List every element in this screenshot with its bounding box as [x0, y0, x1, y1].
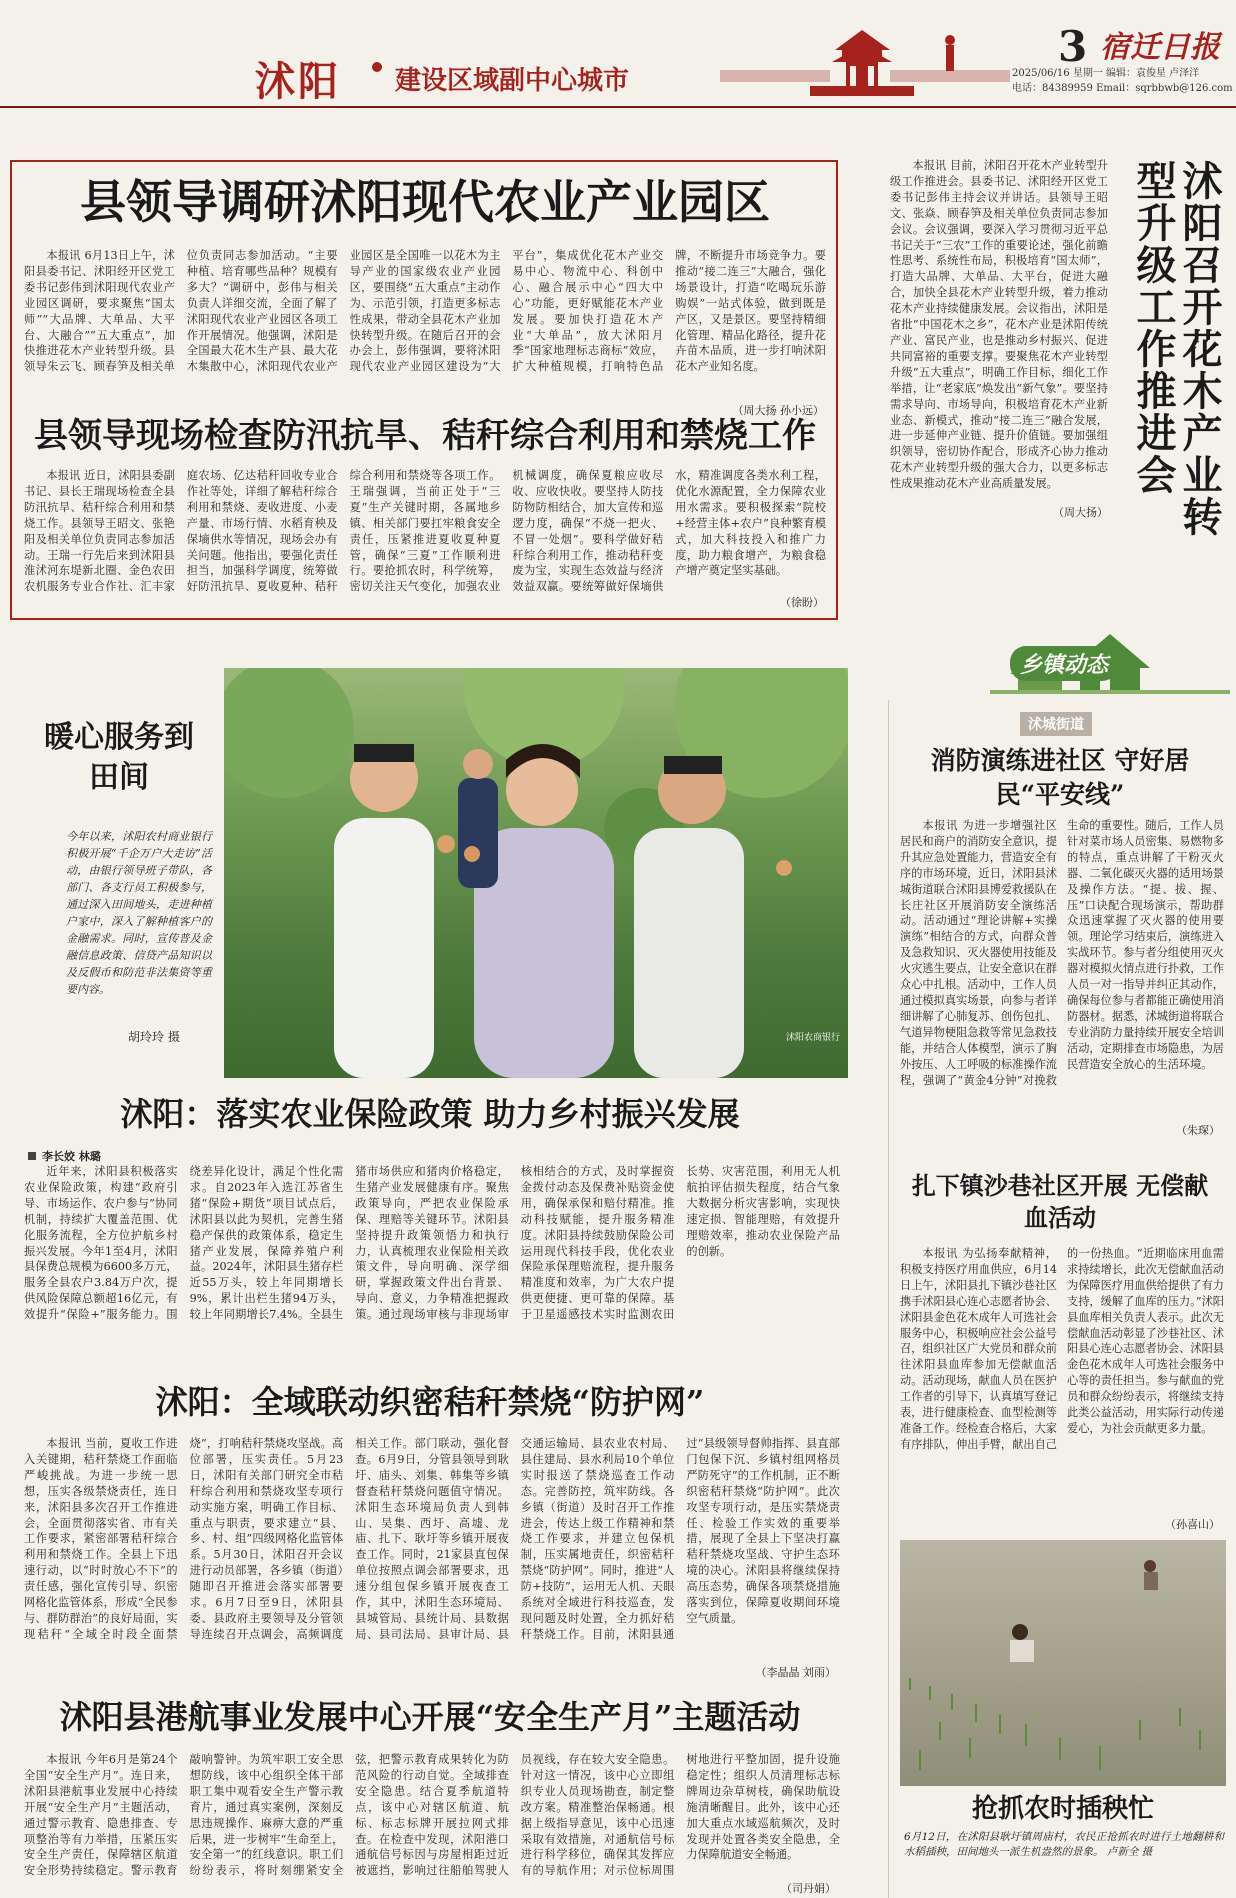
article3-title: 沭阳召开花木产业转型升级工作推进会 — [1130, 160, 1222, 538]
photo-feature-title: 暖心服务到田间 — [44, 720, 194, 795]
article2-byline: （徐盼） — [780, 596, 824, 609]
article3-body — [890, 158, 1108, 518]
figure-icon — [945, 35, 955, 71]
person-back — [458, 749, 498, 888]
sidebar2-text: 本报讯 为弘扬奉献精神，积极支持医疗用血供应，6月14日上午，沭阳县扎下镇沙巷社区携手沭阳县心连心志愿者协会、沭阳县金色花木成年人可选社会服务中心，积极响应社会公益号召，组织社区广大党员和群众前往沭阳县血库参加无偿献血活动。活动现场，献血人员在医护工作者的引导下，认真填写登记表，进行健康检查、血型检测等准备工作。经检查合格后，大家有序排队，伸出手臂，献出自己的一份热血。“近期临床用血需求持续增长，此次无偿献血活动为保障医疗用血供给提供了有力支持，缓解了血库的压力。”沭阳县血库相关负责人表示。此次无偿献血活动彰显了沙巷社区、沭阳县心连心志愿者协会、沭阳县金色花木成年人可选社会服务中心等的责任担当。参与献血的党员和群众纷纷表示，将继续支持此类公益活动，用实际行动传递爱心，为社会贡献更多力量。 — [900, 1247, 1224, 1451]
article4-title: 沭阳：落实农业保险政策 助力乡村振兴发展 — [120, 1095, 740, 1133]
article6-title: 沭阳县港航事业发展中心开展“安全生产月”主题活动 — [59, 1698, 801, 1736]
houses-icon — [990, 584, 1230, 704]
header-bar-right — [890, 70, 1010, 82]
section-name: 沭阳 — [255, 58, 341, 105]
sidebar3-caption-text: 6月12日，在沭阳县耿圩镇周庙村，农民正抢抓农时进行土地翻耕和水稻插秧，田间地头一派生机盎然的景象。 — [904, 1831, 1224, 1858]
article3-byline: （周大扬） — [1053, 506, 1108, 519]
photo-caption-text: 今年以来，沭阳农村商业银行积极开展“千企万户大走访”活动，由银行领导班子带队，各部门、各支行员工积极参与，通过深入田间地头，走进种植户家中，深入了解种植客户的金融需求。同时，宣传普及金融信息政策、信贷产品知识以及反假币和防范非法集资等重要内容。 — [66, 830, 212, 996]
date-line: 2025/06/16 星期一 编辑：袁俊星 卢泽洋 — [1012, 68, 1200, 79]
farmer-far — [1144, 1560, 1158, 1590]
contact-line: 电话：84389959 Email：sqrbbwb@126.com — [1012, 83, 1233, 94]
photo-credit: 胡玲玲 摄 — [128, 1030, 180, 1044]
photo-watermark: 沭阳农商银行 — [785, 1033, 840, 1043]
sidebar1-tag: 沭城街道 — [1020, 712, 1092, 736]
article4-text: 近年来，沭阳县积极落实农业保险政策，构建“政府引导、市场运作、农户参与”协同机制，持续扩大覆盖范围、优化服务流程，全方位护航乡村振兴发展。今年1至4月，沭阳县保费总规模为6600多万元，服务全县农户3.84万户次，提供风险保障总额超16亿元，有效提升“保险+”服务能力。围绕差异化设计，满足个性化需求。自2023年入选江苏省生猪“保险+期货”项目试点后，沭阳县以此为契机，完善生猪稳产保供的政策体系，稳定生猪产业发展，保障养殖户利益。2024年，沭阳县生猪存栏近55万头，较上年同期增长9%，累计出栏生猪94万头，较上年同期增长7.4%。全县生猪市场供应和猪肉价格稳定，生猪产业发展健康有序。聚焦政策导向，严把农业保险承保、理赔等关键环节。沭阳县坚持提升政策领悟力和执行力，认真梳理农业保险相关政策文件，导向明确、深学细研，掌握政策文件出台背景、导向、意义，力争精准把握政策。通过现场审核与非现场审核相结合的方式，及时掌握资金拨付动态及保费补贴资金使用，确保承保和赔付精准。推动科技赋能，提升服务精准度。沭阳县持续鼓励保险公司运用现代科技手段，优化农业保险承保理赔流程，提升服务精准度和效率，为广大农户提供更便捷、更可靠的保障。基于卫星遥感技术实时监测农田长势、灾害范围，利用无人机航拍评估损失程度，结合气象大数据分析灾害影响，实现快速定损、智能理赔，有效提升理赔效率，推动农业保险产品的创新。 — [24, 1165, 840, 1322]
separator-dot — [372, 62, 382, 72]
sidebar1-byline: （朱琛） — [1176, 1124, 1220, 1137]
article1-text: 本报讯 6月13日上午，沭阳县委书记、沭阳经开区党工委书记彭伟到沭阳现代农业产业园区调研，要求聚焦“国太师”“大品牌、大单品、大平台、大融合”“五大重点”，加快推进花木产业转型升级。县领导朱云飞、顾春笋及相关单位负责同志参加活动。“主要种植、培育哪些品种？规模有多大？”调研中，彭伟与相关负责人详细交流，全面了解了沭阳现代农业产业园区各项工作开展情况。他强调，沭阳是全国最大花木生产县、最大花木集散中心，沭阳现代农业产业园区是全国唯一以花木为主导产业的国家级农业产业园区，要围绕“五大重点”主动作为、示范引领，打造更多标志性成果，带动全县花木产业加快转型升级。在随后召开的会办会上，彭伟强调，要将沭阳现代农业产业园区建设为“大平台”，集成优化花木产业交易中心、物流中心、科创中心、融合展示中心“四大中心”功能，更好赋能花木产业发展。要加快打造花木产业“大单品”，放大沭阳月季“国家地理标志商标”效应，扩大种植规模，打响特色品牌，不断提升市场竞争力。要推动“接二连三”大融合，强化场景设计，打造“吃喝玩乐游购娱”一站式体验，做到既是产区，又是景区。要坚持精细化管理、精品化路径，提升花卉苗木品质，进一步打响沭阳花木产业知名度。 — [24, 249, 826, 374]
article1-body — [24, 248, 826, 422]
orchard-scene — [224, 668, 848, 1078]
article6-body — [24, 1752, 840, 1894]
paddy-scene — [900, 1540, 1226, 1786]
sidebar1-body — [900, 818, 1224, 1122]
township-news-mark — [990, 584, 1230, 704]
column-title: 乡镇动态 — [1010, 646, 1118, 681]
header-bar-left — [720, 70, 830, 82]
sidebar1-title: 消防演练进社区 守好居民“平安线” — [930, 746, 1190, 809]
article4-author — [28, 1148, 101, 1164]
person-left — [334, 744, 434, 1078]
author-square-icon — [28, 1152, 36, 1160]
article2-text: 本报讯 近日，沭阳县委副书记、县长王瑞现场检查全县防汛抗旱、秸秆综合利用和禁烧工作。县领导王昭文、张艳阳及相关单位负责同志参加活动。王瑞一行先后来到沭阳县淮沭河东堤新北圈、金色农田农机服务专业合作社、汇丰家庭农场、亿达秸秆回收专业合作社等处，详细了解秸秆综合利用和禁烧、麦收进度、小麦产量、市场行情、水稻育秧及保墒供水等情况，现场会办有关问题。他指出，要强化责任担当，加强科学调度，统筹做好防汛抗旱、夏收夏种、秸秆综合利用和禁烧等各项工作。王瑞强调，当前正处于“三夏”生产关键时期，各属地乡镇、相关部门要扛牢粮食安全责任，压紧推进夏收夏种夏管，确保“三夏”工作顺利进行。要抢抓农时，科学统筹，密切关注天气变化，加强农业机械调度，确保夏粮应收尽收、应收快收。要坚持人防技防物防相结合，加大宣传和巡逻力度，确保“不烧一把火、不冒一处烟”。要科学做好秸秆综合利用工作，推动秸秆变废为宝，实现生态效益与经济效益双赢。要统筹做好保墒供水，精准调度各类水利工程，优化水源配置，全力保障农业用水需求。要积极探索“院校+经营主体+农户”良种繁育模式，加大科技投入和推广力度，助力粮食增产，为粮食稳产增产奠定坚实基础。 — [24, 469, 826, 594]
sidebar3-title: 抢抓农时插秧忙 — [971, 1794, 1154, 1824]
article5-text: 本报讯 当前，夏收工作进入关键期，秸秆禁烧工作面临严峻挑战。为进一步统一思想，压实各级禁烧责任，连日来，沭阳县多次召开工作推进会，全面贯彻落实省、市有关工作要求，紧密部署秸秆综合利用和禁烧工作。全县上下迅速行动，以“时时放心不下”的责任感，强化宣传引导、织密网格化监管体系，形成“全民参与、群防群治”的良好局面，实现秸秆“全域全时段全面禁烧”，打响秸秆禁烧攻坚战。高位部署，压实责任。5月23日，沭阳有关部门研究全市秸秆综合利用和禁烧攻坚专项行动实施方案，明确工作目标、重点与职责，要求建立“县、乡、村、组”四级网格化监管体系。5月30日，沭阳召开会议进行动员部署，各乡镇（街道）随即召开推进会落实部署要求。6月7日至9日，沭阳县委、县政府主要领导及分管领导连续召开点调会，高频调度相关工作。部门联动，强化督查。6月9日，分管县领导到耿圩、庙头、刘集、韩集等乡镇督查秸秆禁烧问题值守情况。沭阳生态环境局负责人到韩山、吴集、西圩、高墟、龙庙、扎下、耿圩等乡镇开展夜查工作。同时，21家县直包保单位按照点调会部署要求，迅速分组包保乡镇开展夜查工作，其中，沭阳生态环境局、县城管局、县统计局、县数据局、县司法局、县审计局、县交通运输局、县农业农村局、县住建局、县水利局10个单位实时报送了禁烧巡查工作动态。完善防控，筑牢防线。各乡镇（街道）及时召开工作推进会，传达上级工作精神和禁烧工作要求，并建立包保机制，压实属地责任，织密秸秆禁烧“防护网”。同时，推进“人防+技防”，运用无人机、天眼系统对全域进行科技巡查，发现问题及时处置，全力抓好秸秆禁烧工作。目前，沭阳县通过“县级领导督帅指挥、县直部门包保下沉、乡镇村组网格员严防死守”的工作机制，正不断织密秸秆禁烧“防护网”。此次攻坚专项行动，是压实禁烧责任、检验工作实效的重要举措，展现了全县上下坚决打赢秸秆禁烧攻坚战、守护生态环境的决心。沭阳县将继续保持高压态势，确保各项禁烧措施落实到位，保障夏收期间环境空气质量。 — [24, 1437, 840, 1641]
newspaper-brand: 宿迁日报 — [1100, 30, 1220, 65]
sidebar2-body — [900, 1246, 1224, 1518]
photo-feature-caption — [66, 828, 212, 998]
article6-byline: （司丹娟） — [781, 1882, 836, 1895]
pavilion-icon — [810, 30, 914, 96]
article1-byline: （周大扬 孙小远） — [732, 404, 824, 417]
sidebar3-credit: 卢新全 摄 — [1106, 1846, 1153, 1858]
article2-title: 县领导现场检查防汛抗旱、秸秆综合利用和禁烧工作 — [34, 416, 816, 456]
rice-planting-photo — [900, 1540, 1226, 1786]
farmer-near — [1010, 1624, 1034, 1662]
article3-text: 本报讯 目前，沭阳召开花木产业转型升级工作推进会。县委书记、沭阳经开区党工委书记彭伟主持会议并讲话。县领导王昭文、张焱、顾春笋及相关单位负责同志参加会议。会议强调，要深入学习贯彻习近平总书记关于“三农”工作的重要论述，强化前瞻性思考、系统性布局，积极培育“国太师”，打造大品牌、大单品、大平台，促进大融合，加快全县花木产业转型升级，着力推动花木产业持续健康发展。会议指出，沭阳是省批“中国花木之乡”，花木产业是沭阳传统产业、富民产业，也是推动乡村振兴、促进共同富裕的重要支撑。要聚焦花木产业转型升级“五大重点”，明确工作目标，细化工作举措，让“老家底”焕发出“新气象”。要坚持需求导向、市场导向，积极培育花木产业新业态、新模式，推动“接二连三”融合发展，进一步延伸产业链、提升价值链。要加强组织领导，密切协作配合，形成齐心协力推动花木产业转型升级的强大合力，以更多标志性成果推动花木产业高质量发展。 — [890, 159, 1108, 491]
sidebar2-byline: （孙喜山） — [1165, 1518, 1220, 1531]
field-photo — [224, 668, 848, 1078]
header-decoration — [250, 0, 1010, 108]
photo-feature-panel — [10, 668, 224, 1078]
article1-title: 县领导调研沭阳现代农业产业园区 — [80, 175, 770, 229]
article5-body — [24, 1436, 840, 1680]
author-names: 李长姣 林璐 — [42, 1150, 101, 1163]
header-meta — [1012, 66, 1234, 96]
sidebar1-text: 本报讯 为进一步增强社区居民和商户的消防安全意识，提升其应急处置能力，营造安全有序的市场环境，近日，沭阳县沭城街道联合沭阳县博爱救援队在长庄社区开展消防安全演练活动。活动通过“理论讲解+实操演练”相结合的方式，向群众普及急救知识、灭火器使用技能及火灾逃生要点，让安全意识在群众心中扎根。活动中，工作人员通过模拟真实场景，向参与者详细讲解了心肺复苏、创伤包扎、气道异物梗阻急救等常见急救技能，并结合人体模型，演示了胸外按压、人工呼吸的标准操作流程，强调了“黄金4分钟”对挽救生命的重要性。随后，工作人员针对菜市场人员密集、易燃物多的特点，重点讲解了干粉灭火器、二氧化碳灭火器的适用场景及操作方法。“提、拔、握、压”口诀配合现场演示，帮助群众迅速掌握了灭火器的使用要领。理论学习结束后，演练进入实战环节。参与者分组使用灭火器对模拟火情点进行扑救，工作人员一对一指导并纠正其动作，确保每位参与者都能正确使用消防器材。据悉，沭城街道将联合专业消防力量持续开展安全培训活动，定期排查市场隐患，为居民营造安全放心的生活环境。 — [900, 819, 1224, 1087]
article5-title: 沭阳：全域联动织密秸秆禁烧“防护网” — [155, 1383, 705, 1421]
article4-body — [24, 1164, 840, 1366]
sidebar2-title: 扎下镇沙巷社区开展 无偿献血活动 — [911, 1171, 1209, 1232]
article5-byline: （李晶晶 刘雨） — [755, 1666, 836, 1679]
page-number: 3 — [1058, 22, 1088, 71]
section-slogan: 建设区域副中心城市 — [395, 66, 630, 96]
sidebar3-caption — [904, 1830, 1224, 1860]
article6-text: 本报讯 今年6月是第24个全国“安全生产月”。连日来，沭阳县港航事业发展中心持续开展“安全生产月”主题活动，通过警示教育、隐患排查、专项整治等有力举措，压紧压实安全生产责任，保障辖区航道安全形势持续稳定。警示教育敲响警钟。为筑牢职工安全思想防线，该中心组织全体干部职工集中观看安全生产警示教育片，通过真实案例，深刻反思违规操作、麻痹大意的严重后果，进一步树牢“生命至上，安全第一”的红线意识。职工们纷纷表示，将时刻绷紧安全弦，把警示教育成果转化为防范风险的行动自觉。全域排查安全隐患。结合夏季航道特点，该中心对辖区航道、航标、标志标牌开展拉网式排查。在检查中发现，沭阳港口通航信号标因与房屋相距过近被遮挡，影响过往船舶驾驶人员视线，存在较大安全隐患。针对这一情况，该中心立即组织专业人员现场勘查，制定整改方案。精准整治保畅通。根据上级指导意见，该中心迅速采取有效措施，对通航信号标进行科学移位，确保其发挥应有的导航作用；对示位标周围树地进行平整加固，提升设施稳定性；组织人员清理标志标牌周边杂草树枝，确保助航设施清晰醒目。此外，该中心还加大重点水域巡航频次，及时发现并处置各类安全隐患，全力保障航道安全畅通。 — [24, 1753, 840, 1878]
page-header — [0, 0, 1236, 108]
article2-body — [24, 468, 826, 608]
